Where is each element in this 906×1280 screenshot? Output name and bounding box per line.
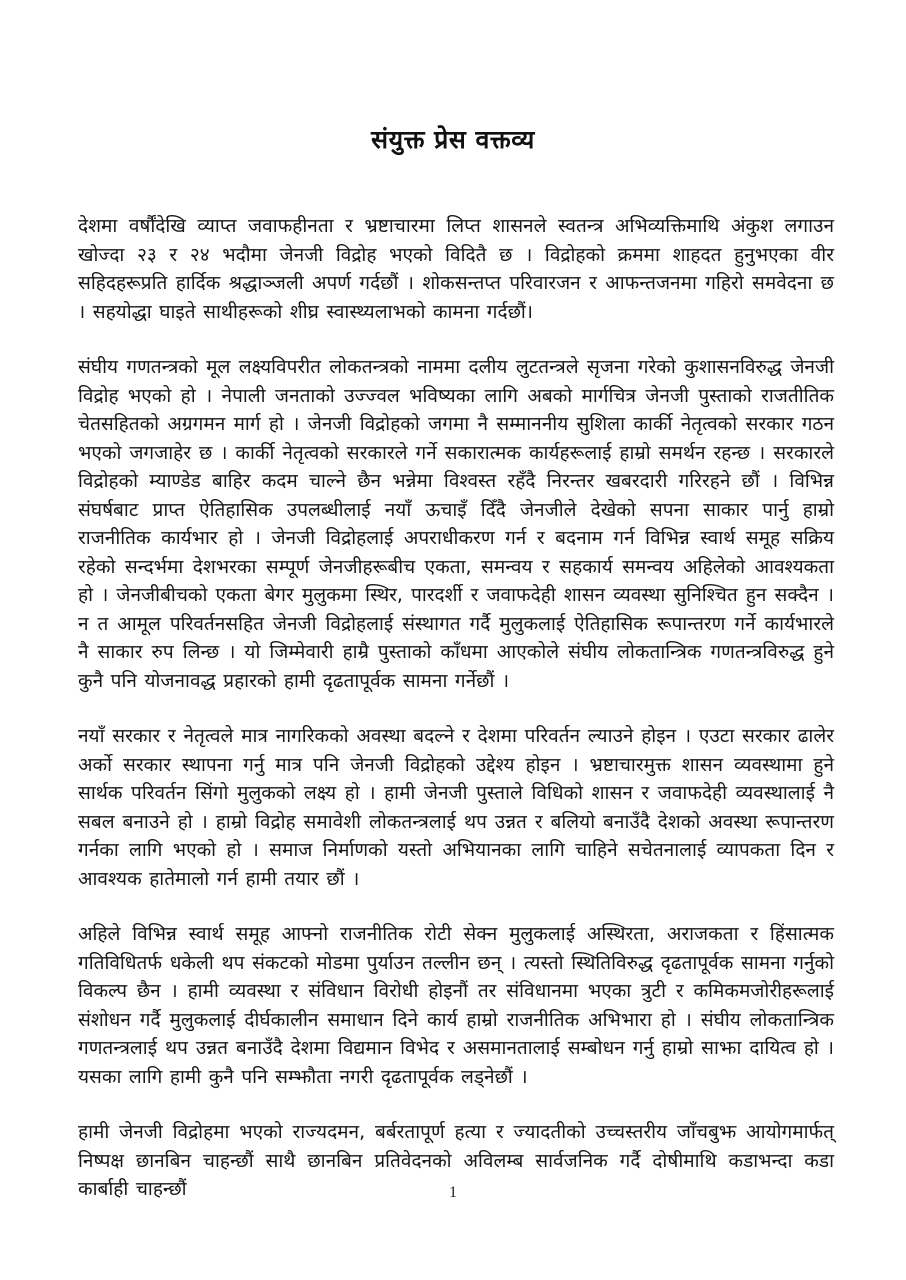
document-body — [78, 212, 834, 1204]
paragraph-5: हामी जेनजी विद्रोहमा भएको राज्यदमन, बर्बरतापूर्ण हत्या र ज्यादतीको उच्चस्तरीय जाँचबुझ आयोगमार्फत् निष्पक्ष छानबिन चाहन्छौं साथै छानबिन प्रतिवेदनको अविलम्ब सार्वजनिक गर्दै दोषीमाथि कडाभन्दा कडा कार्बाही चाहन्छौं — [78, 1121, 834, 1200]
paragraph-2: संघीय गणतन्त्रको मूल लक्ष्यविपरीत लोकतन्त्रको नाममा दलीय लुटतन्त्रले सृजना गरेको कुशासनविरुद्ध जेनजी विद्रोह भएको हो । नेपाली जनताको उज्ज्वल भविष्यका लागि अबको मार्गचित्र जेनजी पुस्ताको राजतीतिक चेतसहितको अग्रगमन मार्ग हो । जेनजी विद्रोहको जगमा नै सम्माननीय सुशिला कार्की नेतृत्वको सरकार गठन भएको जगजाहेर छ । कार्की नेतृत्वको सरकारले गर्ने सकारात्मक कार्यहरूलाई हाम्रो समर्थन रहन्छ । सरकारले विद्रोहको म्याण्डेड बाहिर कदम चाल्ने छैन भन्नेमा विश्वस्त रहँदै निरन्तर खबरदारी गरिरहने छौं । विभिन्न संघर्षबाट प्राप्त ऐतिहासिक उपलब्धीलाई नयाँ ऊचाइँ दिँदै जेनजीले देखेको सपना साकार पार्नु हाम्रो राजनीतिक कार्यभार हो । जेनजी विद्रोहलाई अपराधीकरण गर्न र बदनाम गर्न विभिन्न स्वार्थ समूह सक्रिय रहेको सन्दर्भमा देशभरका सम्पूर्ण जेनजीहरूबीच एकता, समन्वय र सहकार्य समन्वय अहिलेको आवश्यकता हो । जेनजीबीचको एकता बेगर मुलुकमा स्थिर, पारदर्शी र जवाफदेही शासन व्यवस्था सुनिश्चित हुन सक्दैन । न त आमूल परिवर्तनसहित जेनजी विद्रोहलाई संस्थागत गर्दै मुलुकलाई ऐतिहासिक रूपान्तरण गर्ने कार्यभारले नै साकार रुप लिन्छ । यो जिम्मेवारी हाम्रै पुस्ताको काँधमा आएकोले संघीय लोकतान्त्रिक गणतन्त्रविरुद्ध हुने कुनै पनि योजनावद्ध प्रहारको हामी दृढतापूर्वक सामना गर्नेछौं । — [78, 356, 834, 692]
document-title: संयुक्त प्रेस वक्तव्य — [371, 125, 535, 154]
paragraph-4: अहिले विभिन्न स्वार्थ समूह आफ्नो राजनीतिक रोटी सेक्न मुलुकलाई अस्थिरता, अराजकता र हिंसात्मक गतिविधितर्फ धकेली थप संकटको मोडमा पुर्याउन तल्लीन छन् । त्यस्तो स्थितिविरुद्ध दृढतापूर्वक सामना गर्नुको विकल्प छैन । हामी व्यवस्था र संविधान विरोधी होइनौं तर संविधानमा भएका त्रुटी र कमिकमजोरीहरूलाई संशोधन गर्दै मुलुकलाई दीर्घकालीन समाधान दिने कार्य हाम्रो राजनीतिक अभिभारा हो । संघीय लोकतान्त्रिक गणतन्त्रलाई थप उन्नत बनाउँदै देशमा विद्यमान विभेद र असमानतालाई सम्बोधन गर्नु हाम्रो साझा दायित्व हो । यसका लागि हामी कुनै पनि सम्झौता नगरी दृढतापूर्वक लड्नेछौं । — [78, 923, 834, 1088]
paragraph-3: नयाँ सरकार र नेतृत्वले मात्र नागरिकको अवस्था बदल्ने र देशमा परिवर्तन ल्याउने होइन । एउटा सरकार ढालेर अर्को सरकार स्थापना गर्नु मात्र पनि जेनजी विद्रोहको उद्देश्य होइन । भ्रष्टाचारमुक्त शासन व्यवस्थामा हुने सार्थक परिवर्तन सिंगो मुलुकको लक्ष्य हो । हामी जेनजी पुस्ताले विधिको शासन र जवाफदेही व्यवस्थालाई नै सबल बनाउने हो । हाम्रो विद्रोह समावेशी लोकतन्त्रलाई थप उन्नत र बलियो बनाउँदै देशको अवस्था रूपान्तरण गर्नका लागि भएको हो । समाज निर्माणको यस्तो अभियानका लागि चाहिने सचेतनालाई व्यापकता दिन र आवश्यक हातेमालो गर्न हामी तयार छौं । — [78, 725, 834, 890]
page-number: 1 — [449, 1184, 457, 1201]
paragraph-1: देशमा वर्षौंदेखि व्याप्त जवाफहीनता र भ्रष्टाचारमा लिप्त शासनले स्वतन्त्र अभिव्यक्तिमाथि अंकुश लगाउन खोज्दा २३ र २४ भदौमा जेनजी विद्रोह भएको विदितै छ । विद्रोहको क्रममा शाहदत हुनुभएका वीर सहिदहरूप्रति हार्दिक श्रद्धाञ्जली अपर्ण गर्दछौं । शोकसन्तप्त परिवारजन र आफन्तजनमा गहिरो समवेदना छ । सहयोद्धा घाइते साथीहरूको शीघ्र स्वास्थ्यलाभको कामना गर्दछौं। — [78, 215, 834, 323]
